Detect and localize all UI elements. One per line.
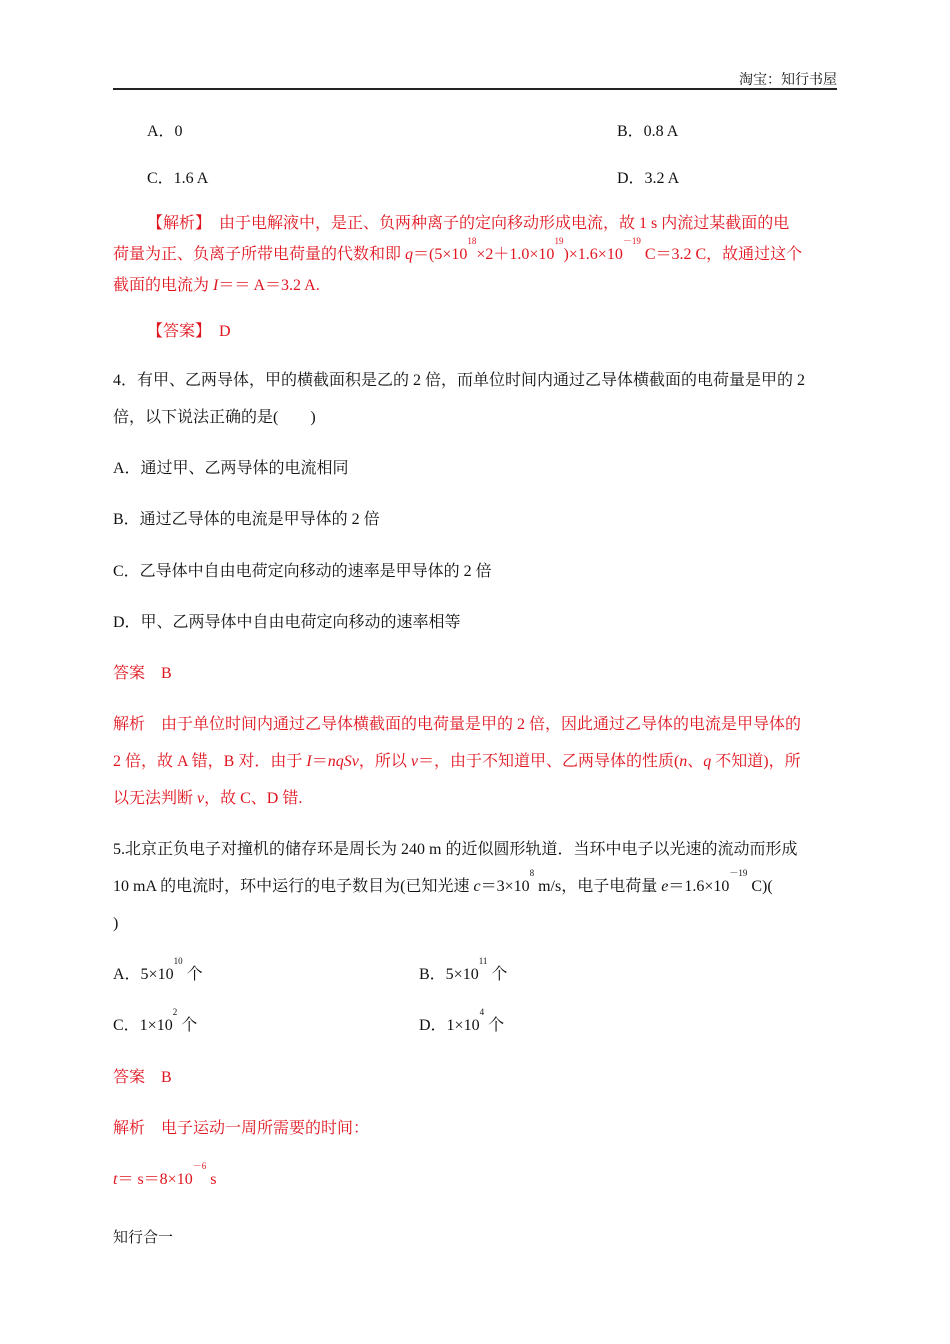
q3-analysis-line2: 荷量为正、负离子所带电荷量的代数和即 $q=(5\times 10^{18}\times 2+1.0\times 10^{19})\times 1.6\times 10^{-19}$ C＝3.2 C，故通过这个: [113, 236, 803, 263]
q3-analysis-tag: 【解析】: [147, 215, 204, 232]
q3-option-a: A．0: [147, 123, 183, 140]
q3-answer-value: D: [219, 323, 231, 340]
q4-analysis-line3: 以无法判断 v，故 C、D 错.: [113, 790, 303, 807]
header-divider: [113, 88, 837, 90]
q5-answer: 答案 B: [113, 1069, 172, 1086]
q5-analysis: 解析 电子运动一周所需要的时间：: [113, 1120, 370, 1137]
q3-option-b: B．0.8 A: [617, 123, 679, 140]
q4-option-c: C．乙导体中自由电荷定向移动的速率是甲导体的 2 倍: [113, 563, 492, 580]
q5-stem-line2: 10 mA 的电流时，环中运行的电子数目为(已知光速 $c=3\times 10^8$ m/s，电子电荷量 $e=1.6\times 10^{-19}$ C)(: [113, 868, 773, 895]
q4-option-d: D．甲、乙两导体中自由电荷定向移动的速率相等: [113, 614, 461, 631]
q5-stem-line1: 5.北京正负电子对撞机的储存环是周长为 240 m 的近似圆形轨道．当环中电子以光速的流动而形成: [113, 841, 798, 858]
q5-stem-line3: ): [113, 915, 119, 932]
q4-answer: 答案 B: [113, 665, 172, 682]
q3-answer: [147, 321, 231, 343]
q3-analysis-line3: 截面的电流为 I＝＝ A＝3.2 A.: [113, 277, 320, 294]
q4-stem-line2: 倍，以下说法正确的是( ): [113, 409, 316, 426]
q4-stem-line1: 4．有甲、乙两导体，甲的横截面积是乙的 2 倍，而单位时间内通过乙导体横截面的电荷量是甲的 2: [113, 372, 806, 389]
q4-analysis-line2: 2 倍，故 A 错，B 对．由于 I＝nqSv，所以 v＝，由于不知道甲、乙两导体的性质(n、q 不知道)，所: [113, 753, 801, 770]
q5-option-d: D．$1\times 10^4$ 个: [419, 1007, 505, 1034]
q3-option-c: C．1.6 A: [147, 170, 209, 187]
q4-option-b: B．通过乙导体的电流是甲导体的 2 倍: [113, 511, 380, 528]
header-title: 淘宝：知行书屋: [739, 72, 837, 88]
q3-option-d: D．3.2 A: [617, 170, 680, 187]
q4-analysis-line1: 解析 由于单位时间内通过乙导体横截面的电荷量是甲的 2 倍，因此通过乙导体的电流是甲导体的: [113, 716, 802, 733]
q5-option-a: A．$5\times 10^{10}$ 个: [113, 956, 203, 983]
q3-analysis-line1: 【解析】 由于电解液中，是正、负两种离子的定向移动形成电流，故 1 s 内流过某截面的电: [147, 215, 790, 232]
q3-answer-tag: 【答案】: [147, 323, 204, 340]
q5-formula: $t= s=8\times 10^{-6}$ s: [113, 1161, 217, 1188]
footer-text: 知行合一: [113, 1228, 174, 1246]
q5-option-c: C．$1\times 10^2$ 个: [113, 1007, 198, 1034]
q5-option-b: B．$5\times 10^{11}$ 个: [419, 956, 508, 983]
q4-option-a: A．通过甲、乙两导体的电流相同: [113, 460, 349, 477]
